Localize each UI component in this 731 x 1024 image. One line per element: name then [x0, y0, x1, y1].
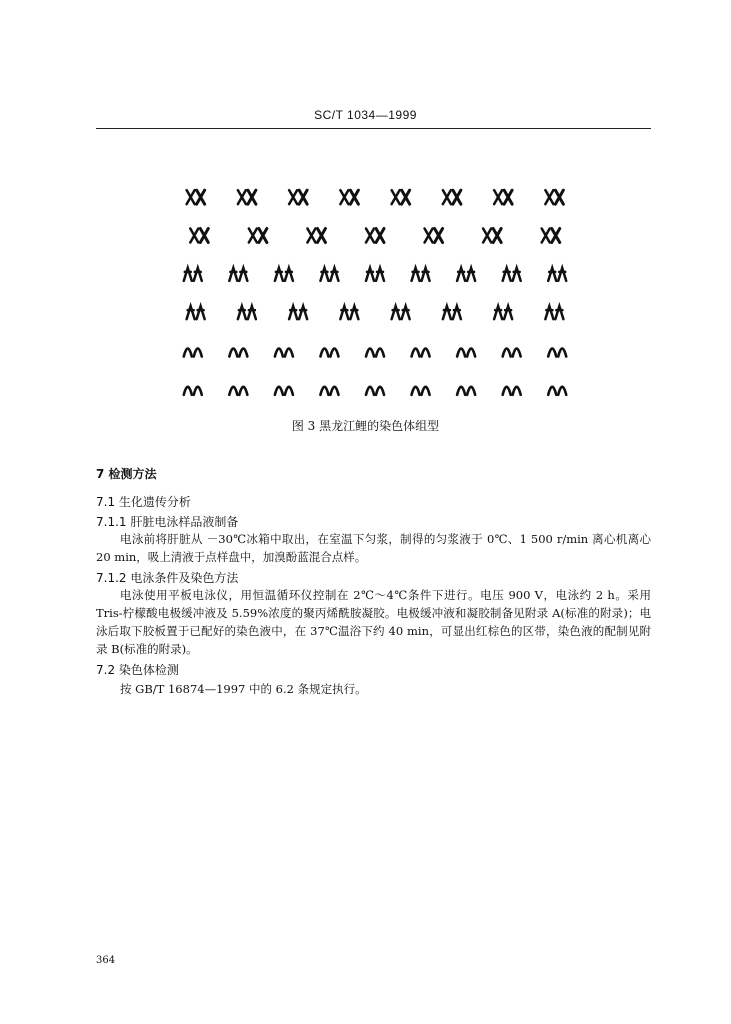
- chromosome-pair: [249, 229, 267, 243]
- chromosome: [285, 349, 293, 357]
- chromosome: [187, 190, 195, 204]
- chromosome-pair: [412, 387, 430, 395]
- section-7-1-1-body: 电泳前将肝脏从 －30℃冰箱中取出，在室温下匀浆，制得的匀浆液于 0℃、1 500 r/min 离心机离心 20 min，吸上清液于点样盘中，加溴酚蓝混合点样。: [96, 532, 651, 564]
- chromosome: [376, 268, 384, 281]
- chromosome-pair: [366, 387, 384, 395]
- chromosome: [366, 349, 374, 357]
- karyotype-figure: [170, 178, 580, 408]
- chromosome-pair: [184, 387, 202, 395]
- chromosome-pair: [289, 306, 307, 319]
- chromosome: [350, 306, 358, 319]
- chromosome-pair: [548, 349, 566, 357]
- chromosome-pair: [187, 306, 205, 319]
- chromosome: [366, 387, 374, 395]
- chromosome: [548, 268, 556, 281]
- chromosome: [184, 349, 192, 357]
- chromosome-pair: [457, 387, 475, 395]
- chromosome-pair: [340, 190, 358, 204]
- chromosome-pair: [425, 229, 443, 243]
- chromosome: [248, 190, 256, 204]
- chromosome: [340, 190, 348, 204]
- chromosome-pair: [457, 349, 475, 357]
- chromosome-pair: [457, 268, 475, 281]
- chromosome: [366, 229, 374, 243]
- chromosome-pair: [187, 190, 205, 204]
- chromosome-pair: [503, 387, 521, 395]
- chromosome: [558, 387, 566, 395]
- chromosome: [229, 268, 237, 281]
- chromosome: [412, 268, 420, 281]
- chromosome-pair: [548, 268, 566, 281]
- chromosome: [376, 229, 384, 243]
- chromosome-pair: [238, 190, 256, 204]
- chromosome: [320, 387, 328, 395]
- chromosome: [504, 306, 512, 319]
- chromosome: [548, 387, 556, 395]
- chromosome: [555, 190, 563, 204]
- chromosome: [422, 349, 430, 357]
- chromosome: [330, 387, 338, 395]
- chromosome: [285, 268, 293, 281]
- chromosome: [320, 349, 328, 357]
- chromosome-pair: [412, 268, 430, 281]
- chromosome: [197, 190, 205, 204]
- chromosome: [366, 268, 374, 281]
- chromosome: [494, 306, 502, 319]
- chromosome: [330, 268, 338, 281]
- chromosome: [299, 306, 307, 319]
- chromosome-pair: [190, 229, 208, 243]
- chromosome: [545, 190, 553, 204]
- chromosome: [330, 349, 338, 357]
- chromosome: [467, 268, 475, 281]
- chromosome: [457, 387, 465, 395]
- chromosome-pair: [275, 387, 293, 395]
- chromosome: [513, 387, 521, 395]
- chromosome: [289, 190, 297, 204]
- chromosome: [229, 349, 237, 357]
- chromosome-pair: [340, 306, 358, 319]
- chromosome-pair: [320, 387, 338, 395]
- chromosome-pair: [320, 349, 338, 357]
- page-number: 364: [96, 955, 116, 966]
- chromosome: [513, 268, 521, 281]
- chromosome: [239, 268, 247, 281]
- chromosome-pair: [392, 190, 410, 204]
- chromosome: [443, 190, 451, 204]
- chromosome: [259, 229, 267, 243]
- chromosome: [453, 306, 461, 319]
- chromosome-pair: [320, 268, 338, 281]
- chromosome: [425, 229, 433, 243]
- chromosome: [558, 268, 566, 281]
- chromosome-pair: [545, 306, 563, 319]
- header-rule: [96, 128, 651, 129]
- chromosome: [503, 387, 511, 395]
- chromosome: [239, 349, 247, 357]
- chromosome: [542, 229, 550, 243]
- chromosome: [422, 268, 430, 281]
- chromosome: [275, 268, 283, 281]
- chromosome: [392, 306, 400, 319]
- chromosome: [558, 349, 566, 357]
- chromosome: [194, 268, 202, 281]
- chromosome: [376, 349, 384, 357]
- chromosome-pair: [366, 229, 384, 243]
- chromosome-pair: [443, 306, 461, 319]
- chromosome: [453, 190, 461, 204]
- chromosome: [184, 387, 192, 395]
- chromosome: [376, 387, 384, 395]
- chromosome: [467, 349, 475, 357]
- chromosome-pair: [494, 306, 512, 319]
- chromosome: [307, 229, 315, 243]
- chromosome-pair: [412, 349, 430, 357]
- section-7-1-2-title: 7.1.2 电泳条件及染色方法: [96, 571, 239, 585]
- chromosome: [340, 306, 348, 319]
- section-7-2-body: 按 GB/T 16874—1997 中的 6.2 条规定执行。: [120, 682, 367, 696]
- chromosome-pair: [289, 190, 307, 204]
- chromosome-pair: [275, 349, 293, 357]
- chromosome: [467, 387, 475, 395]
- chromosome: [402, 306, 410, 319]
- chromosome: [494, 190, 502, 204]
- chromosome: [493, 229, 501, 243]
- chromosome: [483, 229, 491, 243]
- chromosome-pair: [184, 268, 202, 281]
- chromosome-pair: [184, 349, 202, 357]
- chromosome-pair: [503, 268, 521, 281]
- chromosome: [457, 268, 465, 281]
- chromosome-pair: [443, 190, 461, 204]
- section-7-2-title: 7.2 染色体检测: [96, 663, 179, 677]
- chromosome: [435, 229, 443, 243]
- chromosome-pair: [503, 349, 521, 357]
- chromosome-pair: [542, 229, 560, 243]
- chromosome: [392, 190, 400, 204]
- chromosome: [197, 306, 205, 319]
- chromosome: [503, 268, 511, 281]
- chromosome-pair: [483, 229, 501, 243]
- chromosome: [503, 349, 511, 357]
- chromosome: [238, 190, 246, 204]
- chromosome: [184, 268, 192, 281]
- chromosome: [275, 387, 283, 395]
- chromosome: [248, 306, 256, 319]
- chromosome: [194, 349, 202, 357]
- chromosome: [289, 306, 297, 319]
- chromosome: [200, 229, 208, 243]
- chromosome: [320, 268, 328, 281]
- chromosome-pair: [275, 268, 293, 281]
- chromosome: [187, 306, 195, 319]
- section-7-1-title: 7.1 生化遗传分析: [96, 495, 191, 509]
- chromosome: [317, 229, 325, 243]
- chromosome-pair: [392, 306, 410, 319]
- chromosome: [190, 229, 198, 243]
- chromosome-pair: [238, 306, 256, 319]
- chromosome: [350, 190, 358, 204]
- chromosome-pair: [229, 349, 247, 357]
- chromosome-pair: [307, 229, 325, 243]
- chromosome: [194, 387, 202, 395]
- chromosome-pair: [366, 268, 384, 281]
- chromosome: [239, 387, 247, 395]
- chromosome: [548, 349, 556, 357]
- chromosome: [285, 387, 293, 395]
- chromosome: [238, 306, 246, 319]
- chromosome: [249, 229, 257, 243]
- document-header: SC/T 1034—1999: [314, 108, 417, 122]
- chromosome: [443, 306, 451, 319]
- chromosome: [555, 306, 563, 319]
- section-7-title: 7 检测方法: [96, 467, 157, 481]
- section-7-1-2-body: 电泳使用平板电泳仪，用恒温循环仪控制在 2℃～4℃条件下进行。电压 900 V，电泳约 2 h。采用 Tris-柠檬酸电极缓冲液及 5.59%浓度的聚丙烯酰胺凝胶。电极缓冲液和凝胶制备见附录 A(标准的附录)；电泳后取下胶板置于已配好的染色液中，在 37℃温浴下约 40 min，可显出红棕色的区带，染色液的配制见附录 B(标准的附录)。: [96, 588, 651, 656]
- chromosome: [504, 190, 512, 204]
- chromosome-pair: [494, 190, 512, 204]
- chromosome-pair: [229, 268, 247, 281]
- chromosome: [422, 387, 430, 395]
- section-7-1-1-title: 7.1.1 肝脏电泳样品液制备: [96, 515, 239, 529]
- chromosome: [402, 190, 410, 204]
- chromosome: [412, 349, 420, 357]
- chromosome-pair: [545, 190, 563, 204]
- chromosome: [545, 306, 553, 319]
- chromosome-pair: [366, 349, 384, 357]
- chromosome: [552, 229, 560, 243]
- chromosome: [275, 349, 283, 357]
- chromosome: [513, 349, 521, 357]
- chromosome-pair: [229, 387, 247, 395]
- chromosome: [457, 349, 465, 357]
- chromosome: [299, 190, 307, 204]
- figure-caption: 图 3 黑龙江鲤的染色体组型: [291, 419, 440, 433]
- chromosome-pair: [548, 387, 566, 395]
- chromosome: [412, 387, 420, 395]
- chromosome: [229, 387, 237, 395]
